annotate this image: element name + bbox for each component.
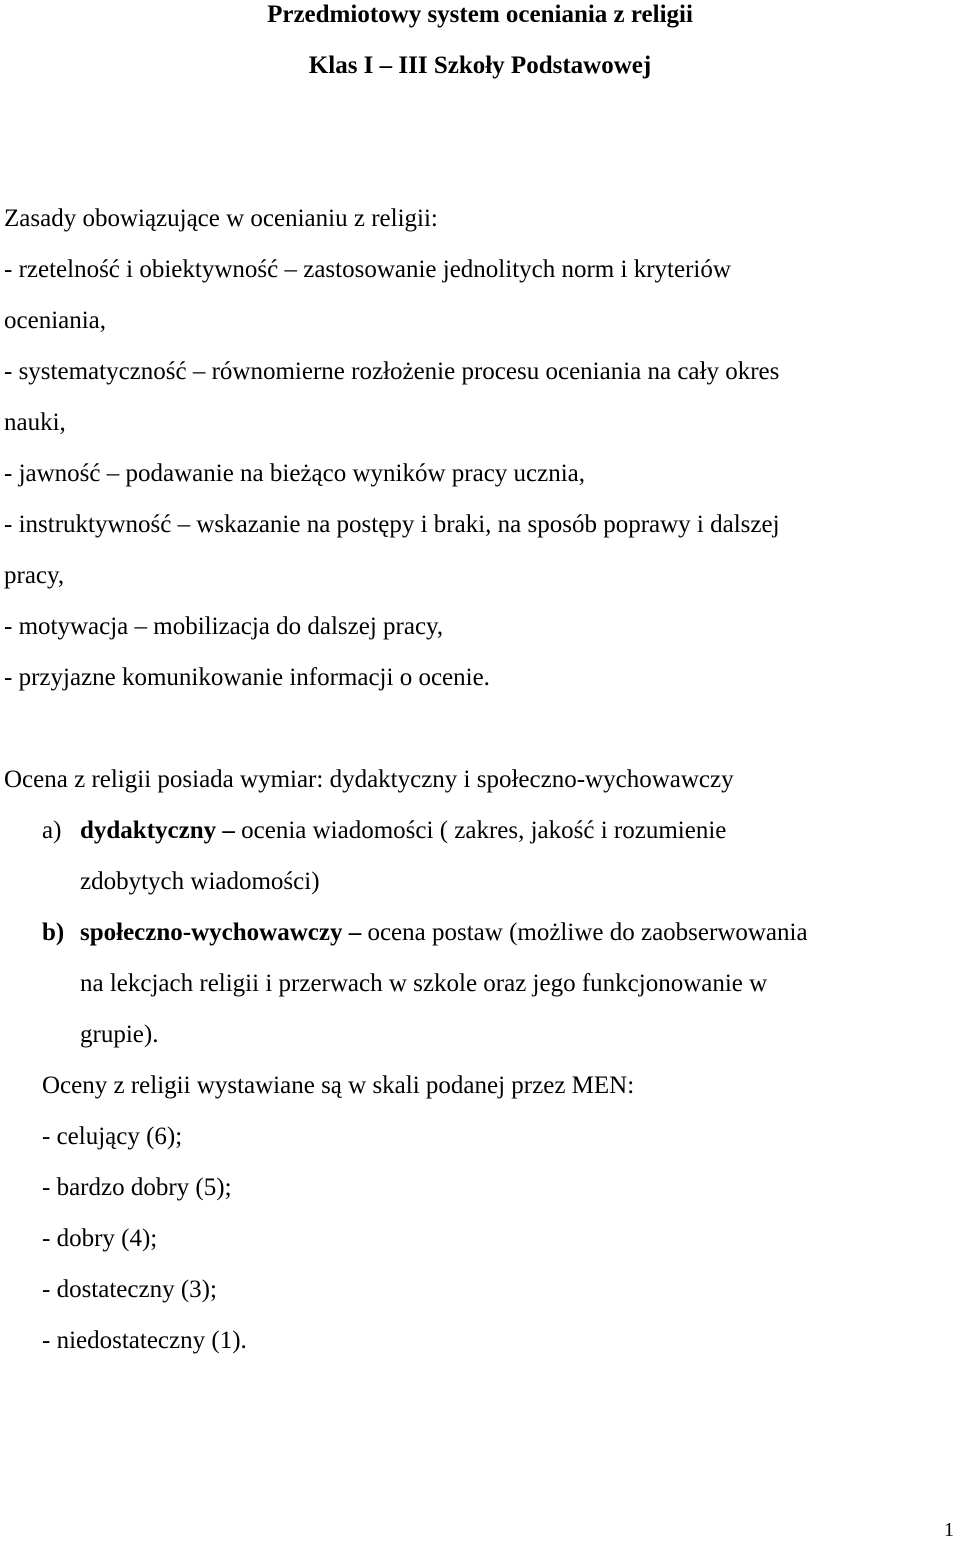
grade-item: - dobry (4); bbox=[42, 1225, 158, 1252]
principle-line: - przyjazne komunikowanie informacji o ocenie. bbox=[4, 664, 490, 691]
grade-item: - niedostateczny (1). bbox=[42, 1327, 247, 1354]
principle-line: - motywacja – mobilizacja do dalszej pracy, bbox=[4, 613, 444, 640]
dimension-a-marker: a) bbox=[42, 817, 62, 844]
page-number: 1 bbox=[944, 1519, 954, 1541]
dimension-b-continuation: na lekcjach religii i przerwach w szkole oraz jego funkcjonowanie w bbox=[80, 970, 768, 997]
dimensions-intro: Ocena z religii posiada wymiar: dydaktyczny i społeczno-wychowawczy bbox=[4, 766, 734, 793]
principle-line: - systematyczność – równomierne rozłożenie procesu oceniania na cały okres bbox=[4, 358, 780, 385]
principle-line: oceniania, bbox=[4, 307, 107, 334]
principle-line: pracy, bbox=[4, 562, 65, 589]
document-title: Przedmiotowy system oceniania z religii bbox=[267, 1, 693, 28]
document-subtitle: Klas I – III Szkoły Podstawowej bbox=[308, 52, 652, 79]
dimension-b-term: społeczno-wychowawczy – bbox=[80, 919, 362, 946]
dimension-a-text: ocenia wiadomości ( zakres, jakość i rozumienie bbox=[234, 817, 727, 844]
dimension-b-marker: b) bbox=[42, 919, 65, 946]
dimension-b-continuation: grupie). bbox=[80, 1021, 159, 1048]
principle-line: - rzetelność i obiektywność – zastosowanie jednolitych norm i kryteriów bbox=[4, 256, 731, 283]
grade-item: - bardzo dobry (5); bbox=[42, 1174, 232, 1201]
grade-item: - celujący (6); bbox=[42, 1123, 183, 1150]
dimension-a-line bbox=[80, 816, 726, 846]
dimension-b-line bbox=[80, 918, 808, 948]
principles-heading: Zasady obowiązujące w ocenianiu z religii: bbox=[4, 205, 438, 232]
dimension-a-term: dydaktyczny – bbox=[80, 817, 235, 844]
dimension-b-text: ocena postaw (możliwe do zaobserwowania bbox=[361, 919, 808, 946]
principle-line: - jawność – podawanie na bieżąco wyników pracy ucznia, bbox=[4, 460, 586, 487]
grade-item: - dostateczny (3); bbox=[42, 1276, 217, 1303]
principle-line: - instruktywność – wskazanie na postępy i braki, na sposób poprawy i dalszej bbox=[4, 511, 780, 538]
scale-intro: Oceny z religii wystawiane są w skali podanej przez MEN: bbox=[42, 1072, 635, 1099]
dimension-a-continuation: zdobytych wiadomości) bbox=[80, 868, 320, 895]
principle-line: nauki, bbox=[4, 409, 66, 436]
